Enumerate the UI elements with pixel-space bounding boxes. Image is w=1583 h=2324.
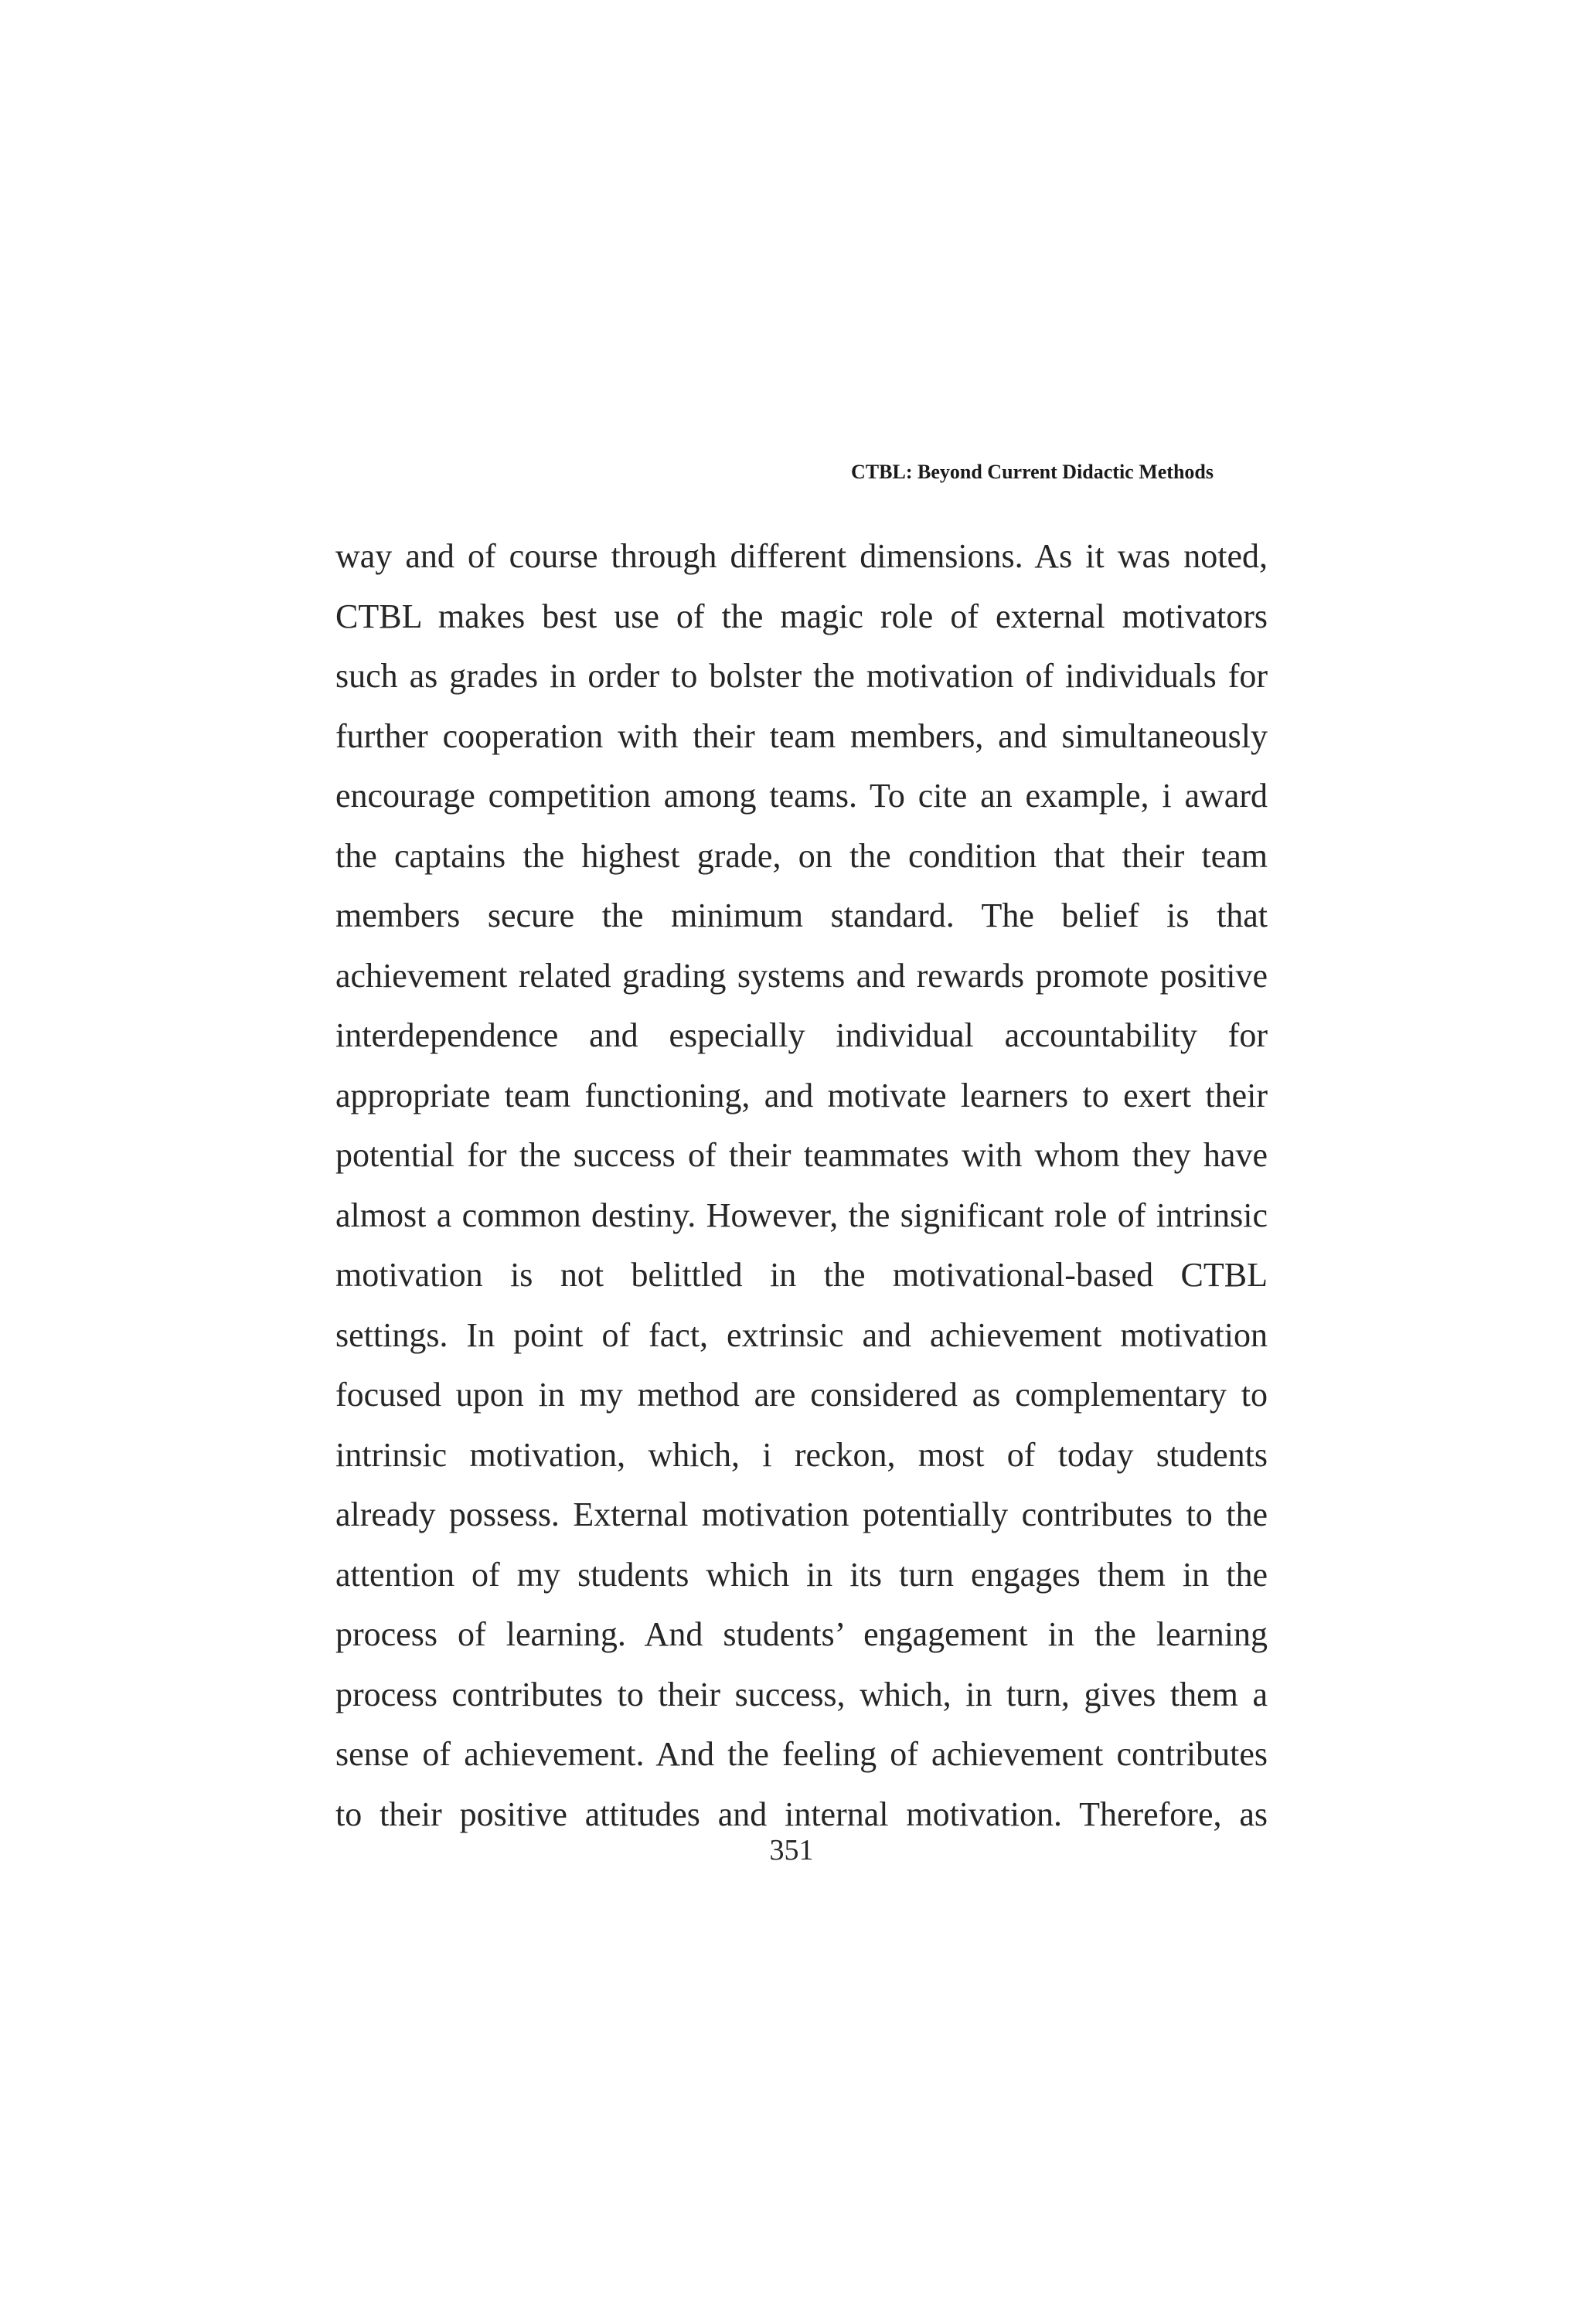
- text-line: way and of course through different dimensions. As it was noted,: [335, 537, 1268, 575]
- page-number: 351: [769, 1834, 814, 1866]
- text-line: to their positive attitudes and internal motivation. Therefore, as: [335, 1795, 1268, 1833]
- running-header: CTBL: Beyond Current Didactic Methods: [851, 461, 1214, 483]
- text-line: motivation is not belittled in the motivational-based CTBL: [335, 1256, 1268, 1294]
- text-line: sense of achievement. And the feeling of achievement contributes: [335, 1735, 1268, 1773]
- text-line: encourage competition among teams. To cite an example, i award: [335, 777, 1268, 815]
- text-line: appropriate team functioning, and motivate learners to exert their: [335, 1076, 1268, 1114]
- text-line: attention of my students which in its turn engages them in the: [335, 1555, 1268, 1594]
- text-line: focused upon in my method are considered as complementary to: [335, 1376, 1268, 1414]
- text-line: interdependence and especially individual accountability for: [335, 1016, 1268, 1054]
- text-line: process contributes to their success, which, in turn, gives them a: [335, 1675, 1268, 1713]
- text-line: settings. In point of fact, extrinsic and achievement motivation: [335, 1315, 1268, 1354]
- text-line: members secure the minimum standard. The belief is that: [335, 897, 1268, 934]
- text-line: process of learning. And students’ engagement in the learning: [335, 1615, 1268, 1653]
- text-line: already possess. External motivation potentially contributes to the: [335, 1495, 1268, 1533]
- text-line: further cooperation with their team members, and simultaneously: [335, 716, 1268, 755]
- text-line: achievement related grading systems and rewards promote positive: [335, 956, 1268, 995]
- text-line: almost a common destiny. However, the significant role of intrinsic: [335, 1196, 1268, 1234]
- text-line: such as grades in order to bolster the motivation of individuals for: [335, 657, 1268, 695]
- text-line: the captains the highest grade, on the condition that their team: [335, 836, 1268, 875]
- text-line: intrinsic motivation, which, i reckon, most of today students: [335, 1435, 1268, 1474]
- text-line: potential for the success of their teammates with whom they have: [335, 1136, 1268, 1174]
- body-paragraph: [335, 526, 1268, 1844]
- text-line: CTBL makes best use of the magic role of external motivators: [335, 597, 1268, 635]
